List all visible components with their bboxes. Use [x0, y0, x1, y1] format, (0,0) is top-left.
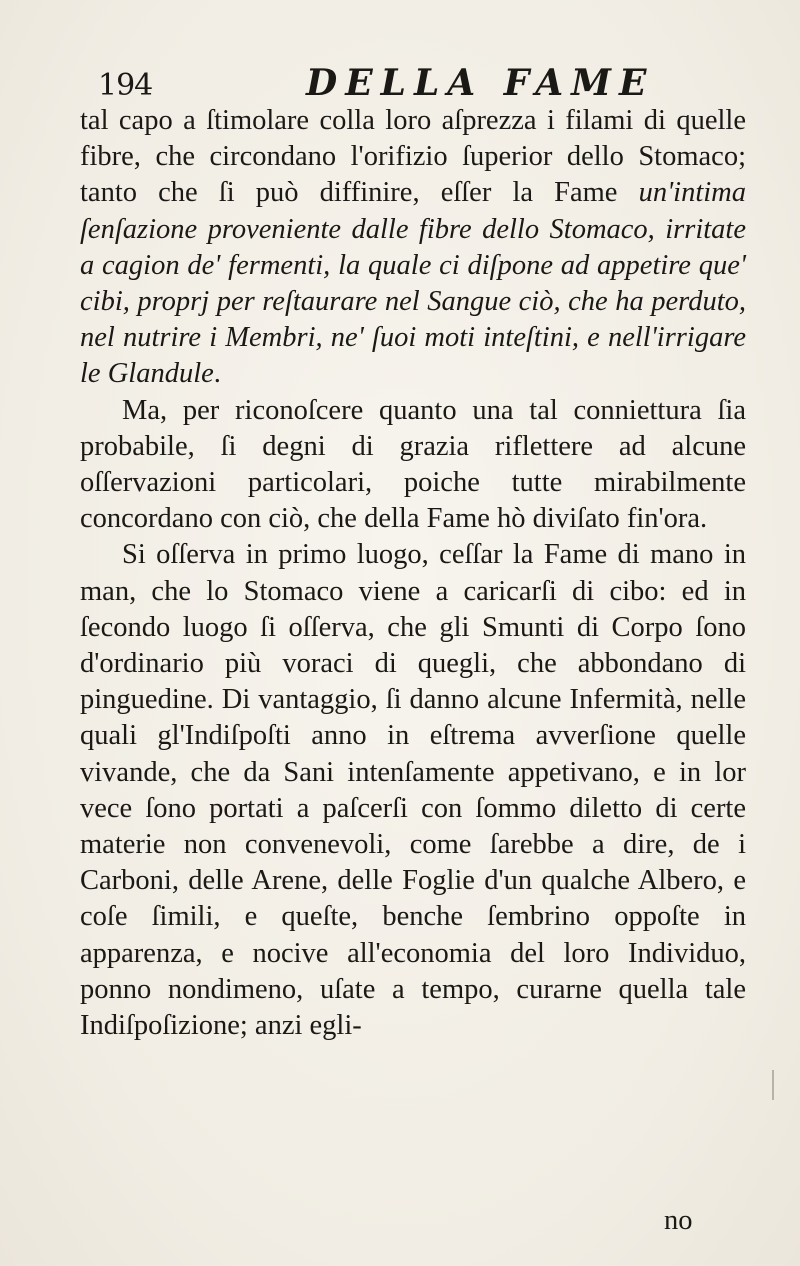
page-header: [98, 62, 738, 102]
body-text: [80, 103, 746, 1044]
page-number: 194: [98, 68, 153, 103]
paragraph-1-italic-definition: un'intima ſenſazione proveniente dalle fibre dello Stomaco, irritate a cagion de' fermenti, la quale ci diſpone ad appetire que' cibi, proprj per reſtaurare nel Sangue ciò, che ha perduto, nel nutrire i Membri, ne' ſuoi moti inteſtini, e nell'irrigare le Glandule: [80, 177, 746, 390]
paragraph-1-text-start: tal capo a ſtimolare colla loro aſprezza i filami di quelle fibre, che circondano l'orifizio ſuperior dello Stomaco; tanto che ſi può diffinire, eſſer la Fame: [80, 105, 746, 209]
paragraph-1: [80, 103, 746, 393]
paragraph-2: Ma, per riconoſcere quanto una tal conniettura ſia probabile, ſi degni di grazia riflettere ad alcune oſſervazioni particolari, poiche tutte mirabilmente concordano con ciò, che della Fame hò diviſato fin'ora.: [80, 394, 746, 535]
catchword: no: [664, 1205, 693, 1236]
paragraph-3: Si oſſerva in primo luogo, ceſſar la Fame di mano in man, che lo Stomaco viene a caricarſi di cibo: ed in ſecondo luogo ſi oſſerva, che gli Smunti di Corpo ſono d'ordinario più voraci di quegli, che abbondano di pinguedine. Di vantaggio, ſi danno alcune Infermità, nelle quali gl'Indiſpoſti anno in eſtrema avverſione quelle vivande, che da Sani intenſamente appetivano, e in lor vece ſono portati a paſcerſi con ſommo diletto di certe materie non convenevoli, come ſarebbe a dire, de i Carboni, delle Arene, delle Foglie d'un qualche Albero, e coſe ſimili, e queſte, benche ſembrino oppoſte in apparenza, e nocive all'economia del loro Individuo, ponno nondimeno, uſate a tempo, curarne quella tale Indiſpoſizione; anzi egli-: [80, 539, 746, 1042]
page-edge-mark: [772, 1070, 774, 1100]
paragraph-1-text-end: .: [213, 358, 221, 390]
running-head: DELLA FAME: [306, 62, 655, 104]
